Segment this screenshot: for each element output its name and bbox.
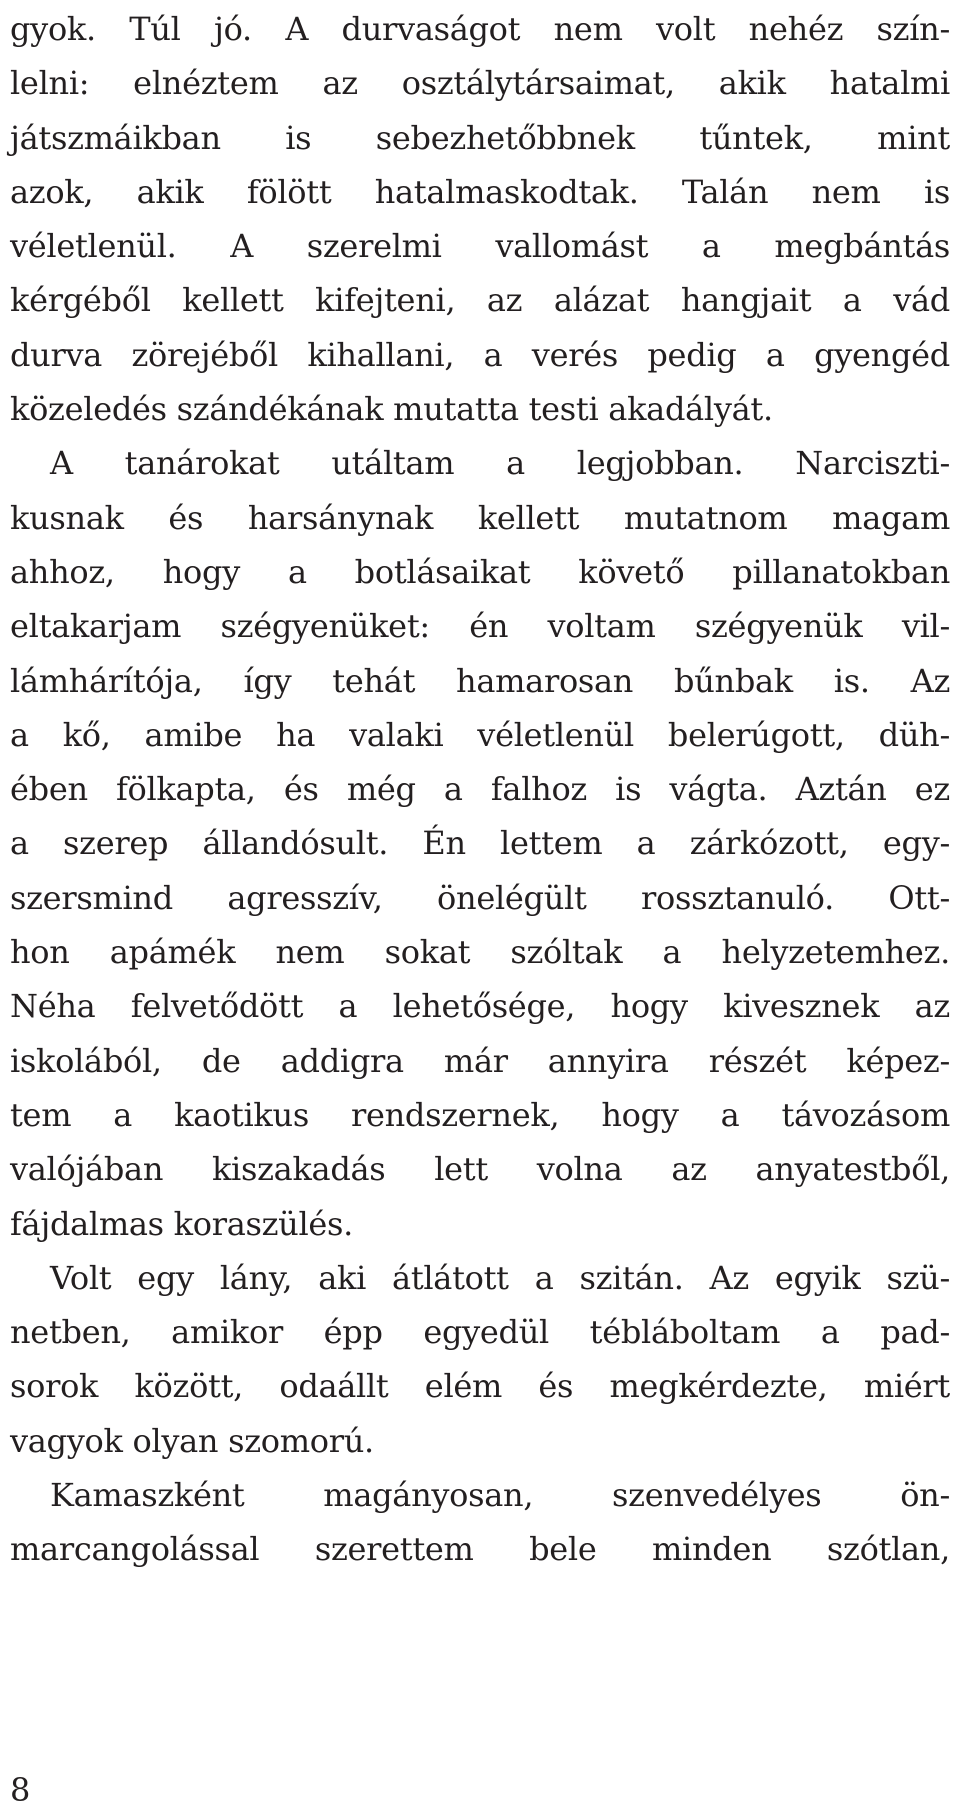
text-line: vagyok olyan szomorú. [10, 1421, 374, 1460]
text-line: iskolából, de addigra már annyira részét képez- [10, 1041, 950, 1080]
text-line: Néha felvetődött a lehetősége, hogy kivesznek az [10, 987, 950, 1026]
body-text [10, 2, 950, 1577]
text-line: Volt egy lány, aki átlátott a szitán. Az egyik szü- [50, 1258, 950, 1297]
text-line: fájdalmas koraszülés. [10, 1204, 354, 1243]
text-line: véletlenül. A szerelmi vallomást a megbántás [10, 227, 950, 266]
text-line: marcangolással szerettem bele minden szótlan, [10, 1530, 950, 1569]
text-line: Kamaszként magányosan, szenvedélyes ön- [50, 1476, 950, 1515]
text-line: lámhárítója, így tehát hamarosan bűnbak is. Az [10, 661, 950, 700]
text-line: a kő, amibe ha valaki véletlenül belerúgott, düh- [10, 715, 950, 754]
text-line: durva zörejéből kihallani, a verés pedig a gyengéd [10, 335, 950, 374]
text-line: netben, amikor épp egyedül tébláboltam a pad- [10, 1313, 950, 1352]
text-line: ében fölkapta, és még a falhoz is vágta. Aztán ez [10, 770, 950, 809]
text-line: azok, akik fölött hatalmaskodtak. Talán nem is [10, 172, 950, 211]
text-line: eltakarjam szégyenüket: én voltam szégyenük vil- [10, 607, 950, 646]
text-line: gyok. Túl jó. A durvaságot nem volt nehéz szín- [10, 10, 950, 48]
text-line: sorok között, odaállt elém és megkérdezte, miért [10, 1367, 950, 1406]
text-line: A tanárokat utáltam a legjobban. Narciszti- [50, 444, 950, 483]
text-line: valójában kiszakadás lett volna az anyatestből, [10, 1150, 950, 1189]
text-line: lelni: elnéztem az osztálytársaimat, akik hatalmi [10, 64, 950, 103]
text-line: a szerep állandósult. Én lettem a zárkózott, egy- [10, 824, 950, 863]
text-line: szersmind agresszív, önelégült rossztanuló. Ott- [10, 878, 950, 917]
text-line: hon apámék nem sokat szóltak a helyzetemhez. [10, 933, 950, 972]
text-line: játszmáikban is sebezhetőbbnek tűntek, mint [10, 118, 950, 157]
text-line: ahhoz, hogy a botlásaikat követő pillanatokban [10, 552, 950, 591]
text-line: kérgéből kellett kifejteni, az alázat hangjait a vád [10, 281, 950, 320]
page-number: 8 [10, 1771, 31, 1809]
text-line: közeledés szándékának mutatta testi akadályát. [10, 390, 773, 429]
text-line: tem a kaotikus rendszernek, hogy a távozásom [10, 1095, 950, 1134]
text-line: kusnak és harsánynak kellett mutatnom magam [10, 498, 950, 537]
